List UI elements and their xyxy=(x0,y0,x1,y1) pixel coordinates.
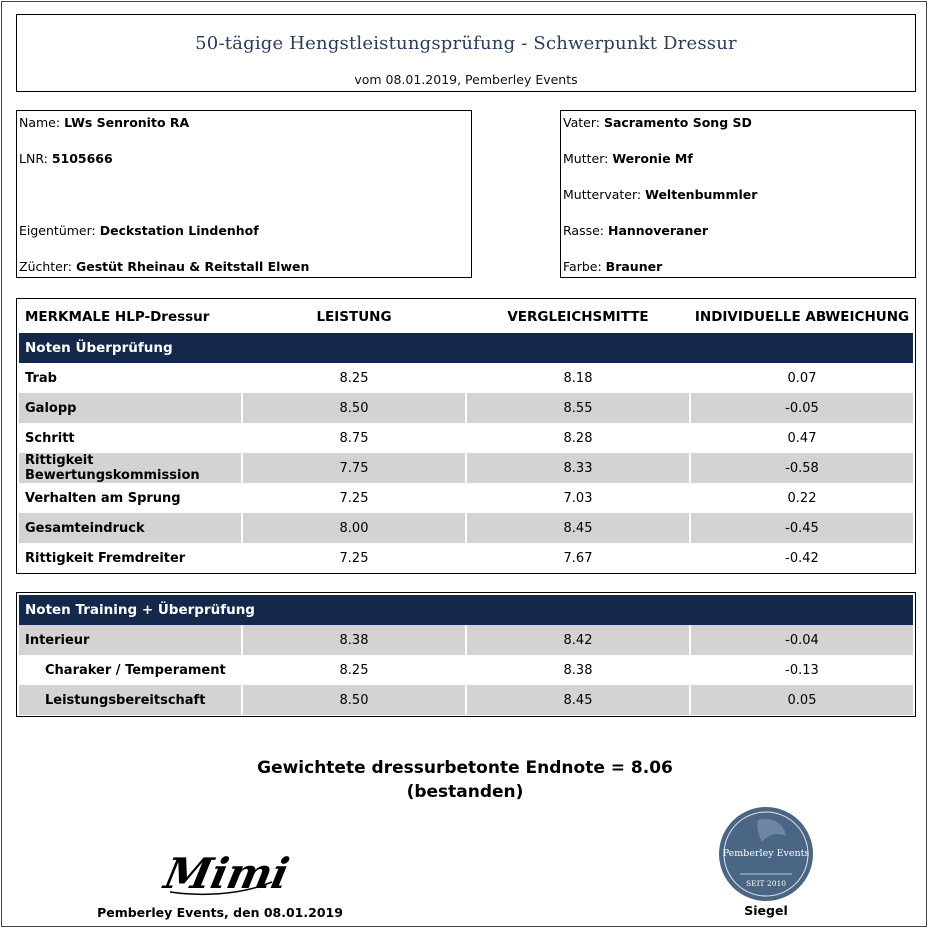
horse-info-box xyxy=(16,110,472,278)
color-value: Brauner xyxy=(605,259,663,274)
abweichung-value: 0.07 xyxy=(787,370,817,386)
leistung-value: 7.25 xyxy=(339,550,369,566)
dam-row xyxy=(563,151,693,166)
breed-row xyxy=(563,223,708,238)
grades-table-2 xyxy=(16,592,916,717)
table-row xyxy=(19,655,913,685)
horse-name: LWs Senronito RA xyxy=(64,115,190,130)
leistung-value: 8.50 xyxy=(243,393,465,423)
row-label: Leistungsbereitschaft xyxy=(19,685,241,715)
row-label: Verhalten am Sprung xyxy=(25,490,181,506)
damsire-label: Muttervater: xyxy=(563,187,642,202)
abweichung-value: 0.22 xyxy=(787,490,817,506)
row-label: Schritt xyxy=(25,430,75,446)
leistung-value: 7.75 xyxy=(243,453,465,483)
leistung-value: 8.75 xyxy=(339,430,369,446)
leistung-value: 8.38 xyxy=(243,625,465,655)
sire-row xyxy=(563,115,752,130)
row-label: Rittigkeit Fremdreiter xyxy=(25,550,186,566)
owner-value: Deckstation Lindenhof xyxy=(99,223,259,238)
leistung-value: 8.50 xyxy=(243,685,465,715)
dam-label: Mutter: xyxy=(563,151,609,166)
row-label: Interieur xyxy=(19,625,241,655)
grades-table-1 xyxy=(16,298,916,574)
leistung-value: 8.00 xyxy=(243,513,465,543)
vergleichsmitte-value: 8.55 xyxy=(467,393,689,423)
sire-value: Sacramento Song SD xyxy=(603,115,752,130)
page-subtitle: vom 08.01.2019, Pemberley Events xyxy=(354,72,578,87)
name-label: Name: xyxy=(19,115,61,130)
color-label: Farbe: xyxy=(563,259,602,274)
pedigree-box xyxy=(560,110,916,278)
column-header-vergleichsmitte: VERGLEICHSMITTE xyxy=(507,309,649,325)
vergleichsmitte-value: 8.45 xyxy=(467,685,689,715)
column-header-abweichung: INDIVIDUELLE ABWEICHUNG xyxy=(694,309,910,325)
owner-row xyxy=(19,223,259,238)
column-header-leistung: LEISTUNG xyxy=(316,309,392,325)
breeder-value: Gestüt Rheinau & Reitstall Elwen xyxy=(76,259,310,274)
owner-label: Eigentümer: xyxy=(19,223,96,238)
table-row xyxy=(19,423,913,453)
color-row xyxy=(563,259,662,274)
seal-stamp xyxy=(718,806,814,902)
svg-text:Mimi: Mimi xyxy=(159,849,294,899)
pass-status: (bestanden) xyxy=(406,782,524,802)
table-row xyxy=(19,453,913,483)
signature-image xyxy=(159,842,294,902)
row-label: Trab xyxy=(25,370,57,386)
row-label: Rittigkeit Bewertungskommission xyxy=(19,453,241,483)
lnr-label: LNR: xyxy=(19,151,48,166)
abweichung-value: -0.13 xyxy=(785,662,819,678)
table-row xyxy=(19,625,913,655)
section-header-training: Noten Training + Überprüfung xyxy=(19,595,913,625)
vergleichsmitte-value: 8.28 xyxy=(563,430,593,446)
abweichung-value: -0.05 xyxy=(691,393,913,423)
column-header-merkmale: MERKMALE HLP-Dressur xyxy=(25,309,210,325)
abweichung-value: 0.47 xyxy=(787,430,817,446)
leistung-value: 8.25 xyxy=(339,370,369,386)
lnr-row xyxy=(19,151,113,166)
row-label: Charaker / Temperament xyxy=(45,662,226,678)
table-row xyxy=(19,393,913,423)
breed-label: Rasse: xyxy=(563,223,604,238)
vergleichsmitte-value: 8.33 xyxy=(467,453,689,483)
abweichung-value: -0.04 xyxy=(691,625,913,655)
vergleichsmitte-value: 8.45 xyxy=(467,513,689,543)
final-grade: Gewichtete dressurbetonte Endnote = 8.06 xyxy=(257,758,673,778)
dam-value: Weronie Mf xyxy=(612,151,693,166)
lnr-value: 5105666 xyxy=(51,151,113,166)
final-result xyxy=(0,756,930,804)
sire-label: Vater: xyxy=(563,115,600,130)
table-row xyxy=(19,513,913,543)
row-label: Gesamteindruck xyxy=(19,513,241,543)
vergleichsmitte-value: 8.38 xyxy=(563,662,593,678)
damsire-row xyxy=(563,187,757,202)
header-box xyxy=(16,14,916,92)
abweichung-value: -0.45 xyxy=(691,513,913,543)
breeder-label: Züchter: xyxy=(19,259,73,274)
abweichung-value: 0.05 xyxy=(691,685,913,715)
breed-value: Hannoveraner xyxy=(607,223,709,238)
svg-text:Pemberley Events: Pemberley Events xyxy=(722,848,810,859)
row-label: Galopp xyxy=(19,393,241,423)
horse-name-row xyxy=(19,115,189,130)
seal-caption: Siegel xyxy=(744,903,788,918)
vergleichsmitte-value: 8.18 xyxy=(563,370,593,386)
signature-caption: Pemberley Events, den 08.01.2019 xyxy=(97,905,343,920)
vergleichsmitte-value: 7.03 xyxy=(563,490,593,506)
leistung-value: 8.25 xyxy=(339,662,369,678)
table-row xyxy=(19,685,913,715)
vergleichsmitte-value: 7.67 xyxy=(563,550,593,566)
abweichung-value: -0.42 xyxy=(785,550,819,566)
svg-text:SEIT 2010: SEIT 2010 xyxy=(745,879,787,888)
vergleichsmitte-value: 8.42 xyxy=(467,625,689,655)
leistung-value: 7.25 xyxy=(339,490,369,506)
table-row xyxy=(19,483,913,513)
section-header-ueberpruefung: Noten Überprüfung xyxy=(19,333,913,363)
abweichung-value: -0.58 xyxy=(691,453,913,483)
table-row xyxy=(19,363,913,393)
table-row xyxy=(19,543,913,573)
breeder-row xyxy=(19,259,309,274)
damsire-value: Weltenbummler xyxy=(645,187,758,202)
page-title: 50-tägige Hengstleistungsprüfung - Schwerpunkt Dressur xyxy=(195,33,737,54)
